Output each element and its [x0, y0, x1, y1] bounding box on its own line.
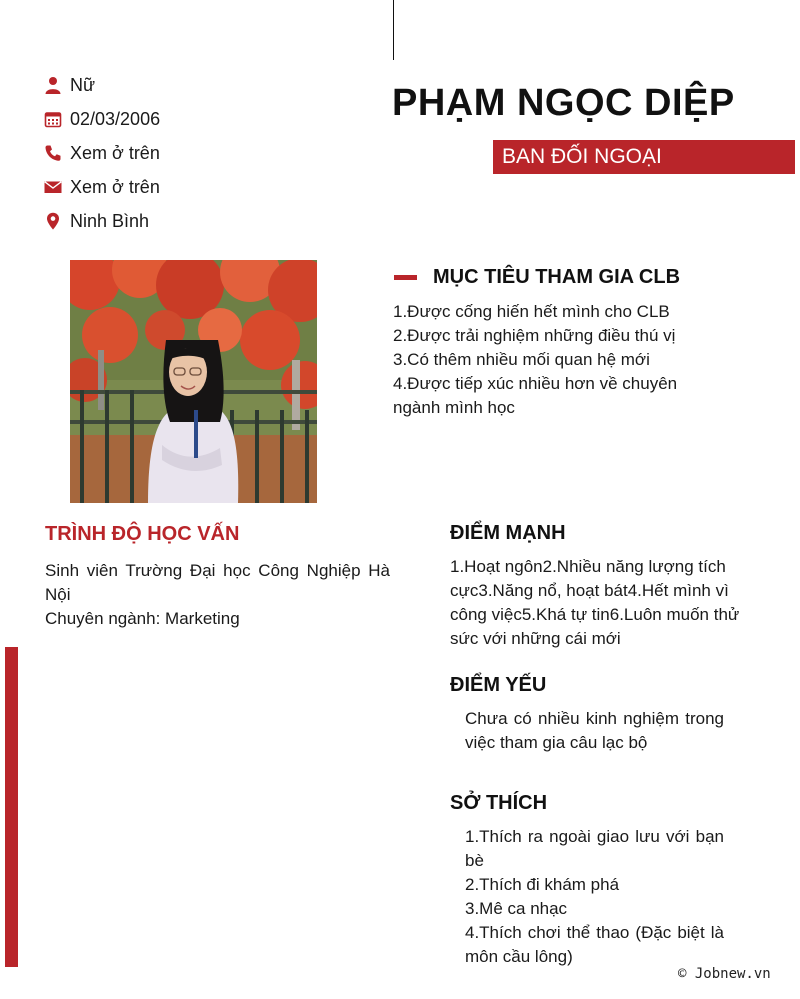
- weaknesses-text: Chưa có nhiều kinh nghiệm trong việc tham gia câu lạc bộ: [465, 709, 724, 752]
- calendar-icon: [44, 110, 62, 128]
- strengths-text: 1.Hoạt ngôn2.Nhiều năng lượng tích cực3.Năng nổ, hoạt bát4.Hết mình vì công việc5.Khá tự tin6.Luôn muốn thử sức với những cái mới: [450, 557, 740, 648]
- location-pin-icon: [44, 212, 62, 230]
- person-icon: [44, 76, 62, 94]
- goal-item: 4.Được tiếp xúc nhiều hơn về chuyên ngành mình học: [393, 374, 678, 417]
- contact-gender: [44, 68, 364, 102]
- strengths-title: ĐIỂM MẠNH: [450, 522, 566, 544]
- phone-icon: [44, 144, 62, 162]
- watermark: © Jobnew.vn: [678, 966, 771, 982]
- contact-birthdate-text: 02/03/2006: [70, 108, 161, 129]
- hobby-item: 3.Mê ca nhạc: [465, 899, 568, 918]
- contact-address-text: Ninh Bình: [70, 210, 150, 231]
- education-body: [45, 559, 390, 631]
- contact-birthdate: [44, 102, 364, 136]
- contact-info: [44, 68, 364, 238]
- role-badge: BAN ĐỐI NGOẠI: [493, 140, 795, 174]
- contact-phone-text: Xem ở trên: [70, 142, 160, 163]
- candidate-name: PHẠM NGỌC DIỆP: [392, 82, 735, 124]
- contact-email-text: Xem ở trên: [70, 176, 160, 197]
- top-divider-line: [393, 0, 394, 60]
- hobbies-title: SỞ THÍCH: [450, 792, 548, 814]
- contact-gender-text: Nữ: [70, 74, 96, 95]
- goal-item: 2.Được trải nghiệm những điều thú vị: [393, 326, 676, 345]
- weaknesses-title: ĐIỂM YẾU: [450, 674, 547, 696]
- hobbies-list: [465, 825, 724, 969]
- goals-title: MỤC TIÊU THAM GIA CLB: [433, 266, 681, 288]
- goal-item: 3.Có thêm nhiều mối quan hệ mới: [393, 350, 650, 369]
- goals-heading: [394, 266, 680, 289]
- left-accent-bar: [5, 647, 18, 967]
- contact-email: [44, 170, 364, 204]
- hobby-item: 1.Thích ra ngoài giao lưu với bạn bè: [465, 827, 724, 870]
- hobby-item: 4.Thích chơi thể thao (Đặc biệt là môn cầu lông): [465, 923, 724, 966]
- contact-phone: [44, 136, 364, 170]
- contact-address: [44, 204, 364, 238]
- profile-photo: [70, 260, 317, 503]
- goals-heading-dash: [394, 275, 417, 280]
- education-title: TRÌNH ĐỘ HỌC VẤN: [45, 523, 240, 545]
- goals-list: [393, 300, 703, 420]
- hobby-item: 2.Thích đi khám phá: [465, 875, 620, 894]
- education-school: Sinh viên Trường Đại học Công Nghiệp Hà Nội: [45, 561, 390, 604]
- mail-icon: [44, 178, 62, 196]
- goal-item: 1.Được cống hiến hết mình cho CLB: [393, 302, 670, 321]
- education-major: Chuyên ngành: Marketing: [45, 609, 240, 628]
